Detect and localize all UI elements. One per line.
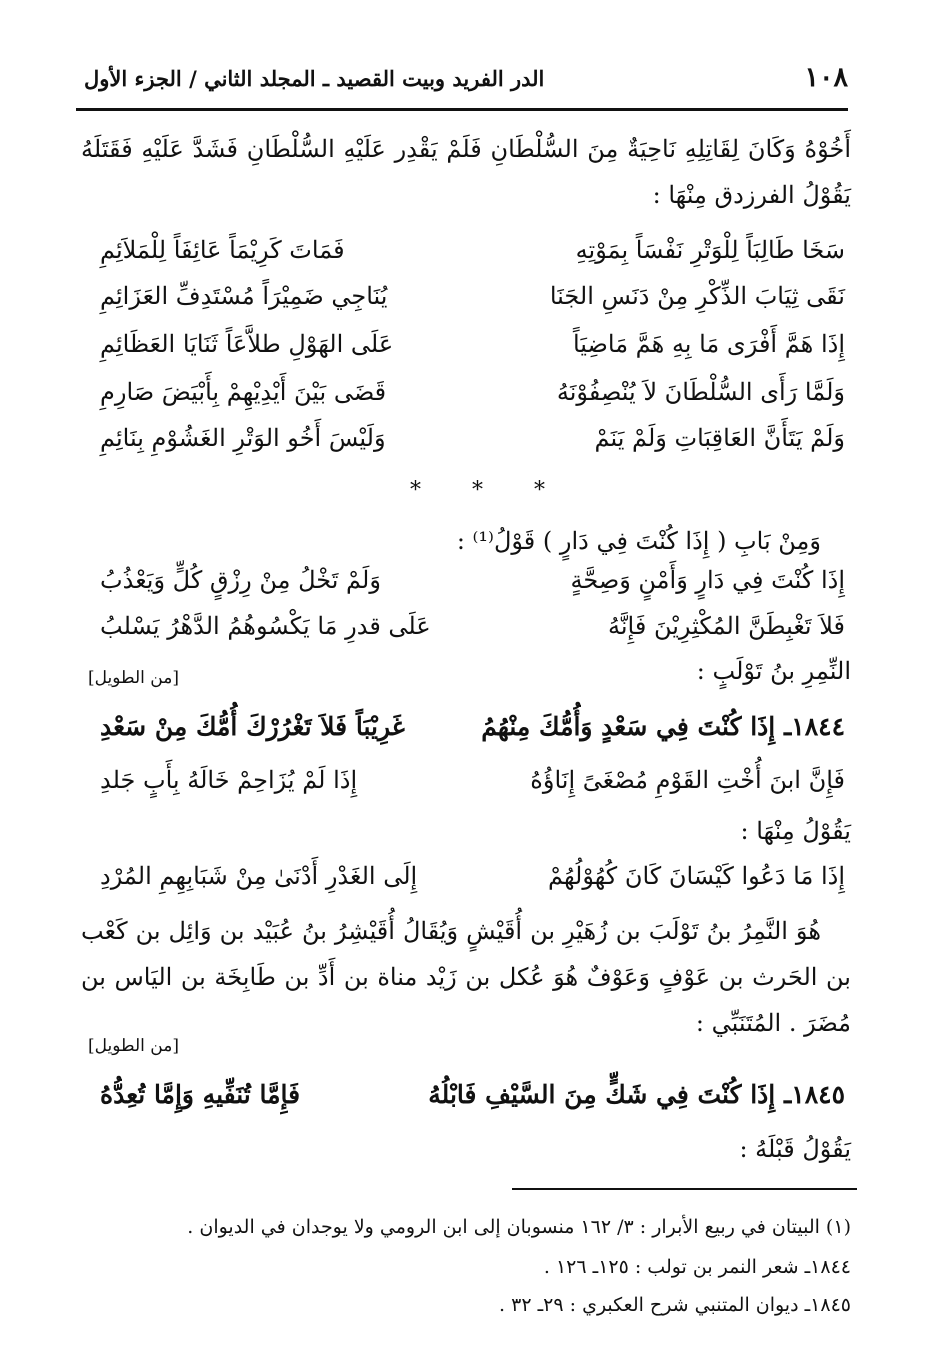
hemistich-text: إِذَا كُنْتَ فِي سَعْدٍ وَأُمُّكَ مِنْهُمُ [481,712,776,741]
section-separator: * * * [410,478,567,503]
intro-paragraph: أَخُوْهُ وَكَانَ لِقَاتِلِهِ نَاحِيَةٌ مِنَ السُّلْطَانِ فَلَمْ يَقْدِر عَلَيْهِ السُّلْطَانِ فَشَدَّ عَلَيْهِ فَقَتَلَهُ يَقُوْلُ الفرزدق مِنْهَا : [81,135,851,209]
verse [100,862,845,910]
verse-number: ١٨٤٤ـ [783,712,845,741]
poem1-verse [100,330,845,378]
first-hemistich: إِذَا هَمَّ أَفْرَى مَا بِهِ هَمَّ مَاضِيَاً [572,330,845,358]
biography-paragraph: هُوَ النَّمِرُ بنُ تَوْلَبَ بن زُهَيْرِ بن أُقَيْشٍ وَيُقَالُ أُقَيْشِرُ بنُ عُبَيْد بن وَائِل بن كَعْب بن الحَرث بن عَوْفٍ وَعَوْفٌ هُوَ عُكل بن زَيْد مناة بن أَدِّ بن طَابِخَة بن اليَاس بن مُضَرَ . المُتَنَبِّي : [81,917,851,1037]
verse [100,766,845,814]
verse-1844 [100,712,845,760]
hemistich-text: إِذَا كُنْتَ فِي شَكٍّ مِنَ السَّيْفِ فَابْلُهُ [428,1080,776,1109]
verse-1845 [100,1080,845,1128]
first-hemistich: وَلَمْ يَتَأَنَّ العَاقِبَاتِ وَلَمْ يَنَمْ [594,424,845,452]
verse-number: ١٨٤٥ـ [783,1080,845,1109]
second-hemistich: عَلَى قدرِ مَا يَكْسُوهُمُ الدَّهْرُ يَسْلبُ [100,612,431,640]
intro-line: يَقُوْلُ قَبْلَهُ : [739,1135,851,1163]
second-hemistich: عَلَى الهَوْلِ طلاَّعَاً ثَنَايَا العَظَائِمِ [100,330,394,358]
poem2-verse [100,566,845,614]
second-hemistich: فَمَاتَ كَرِيْمَاً عَائِفَاً لِلْمَلاَئِمِ [100,236,345,264]
poem1-verse [100,378,845,426]
poem1-verse [100,282,845,330]
running-title: الدر الفريد وبيت القصيد ـ المجلد الثاني / الجزء الأول [84,66,545,91]
poet-attribution: النِّمِرِ بنُ تَوْلَبٍ : [696,657,851,685]
section-intro: وَمِنْ بَابِ ( إِذَا كُنْتَ فِي دَارٍ ) قَوْلُ⁽¹⁾ : [456,527,821,555]
first-hemistich: إِذَا مَا دَعُوا كَيْسَانَ كَانَ كُهُوْلُهُمْ [547,862,845,890]
first-hemistich: نَقَى ثِيَابَ الذِّكْرِ مِنْ دَنَسِ الجَنَا [549,282,845,310]
first-hemistich [481,712,845,741]
first-hemistich [428,1080,845,1109]
second-hemistich: وَلَيْسَ أَخُو الوَتْرِ الغَشُوْمِ بِنَائِمِ [100,424,386,452]
second-hemistich: قَضَى بَيْنَ أَيْدِيْهِمْ بِأَبْيَضَ صَارِمِ [100,378,387,406]
footnote: (١) البيتان في ربيع الأبرار : ٣/ ١٦٢ منسوبان إلى ابن الرومي ولا يوجدان في الديوان . [187,1216,851,1238]
footnote: ١٨٤٤ـ شعر النمر بن تولب : ١٢٥ـ ١٢٦ . [543,1256,851,1278]
header-rule [76,108,848,111]
first-hemistich: إِذَا كُنْتَ فِي دَارٍ وَأَمْنٍ وَصِحَّةٍ [570,566,845,594]
intro-line: يَقُوْلُ مِنْهَا : [740,817,851,845]
second-hemistich: وَلَمْ تَخْلُ مِنْ رِزْقٍ كُلٍّ وَيَعْذُبُ [100,566,381,594]
poem1-verse [100,236,845,284]
second-hemistich: فَإِمَّا تُنَفِّيهِ وَإِمَّا تُعِدُّهُ [100,1080,301,1109]
first-hemistich: سَخَا طَالِبَاً لِلْوَتْرِ نَفْسَاً بِمَوْتِهِ [575,236,845,264]
meter-label: [من الطويل] [88,1036,179,1056]
second-hemistich: إِذَا لَمْ يُزَاحِمْ خَالَهُ بِأَبٍ جَلدِ [100,766,358,794]
poem1-verse [100,424,845,472]
page-number: ١٠٨ [804,62,848,93]
first-hemistich: وَلَمَّا رَأَى السُّلْطَانَ لاَ يُنْصِفُوْنَهُ [556,378,845,406]
first-hemistich: فَلاَ تَغْبِطَنَّ المُكْثِرِيْنَ فَإِنَّهُ [607,612,845,640]
footnote: ١٨٤٥ـ ديوان المتنبي شرح العكبري : ٢٩ـ ٣٢ . [499,1294,851,1316]
meter-label: [من الطويل] [88,668,179,688]
first-hemistich: فَإِنَّ ابنَ أُخْتِ القَوْمِ مُصْغَىً إِنَاؤُهُ [530,766,845,794]
second-hemistich: يُنَاجِي ضَمِيْرَاً مُسْتَدِفِّ العَزَائِمِ [100,282,388,310]
page-header [84,62,848,102]
second-hemistich: غَرِيْبَاً فَلاَ تَغْرُرْكَ أُمُّكَ مِنْ سَعْدِ [100,712,405,741]
second-hemistich: إِلَى الغَدْرِ أَدْنَىٰ مِنْ شَبَابِهِمِ المُرْدِ [100,862,418,890]
footnote-rule [512,1188,857,1190]
